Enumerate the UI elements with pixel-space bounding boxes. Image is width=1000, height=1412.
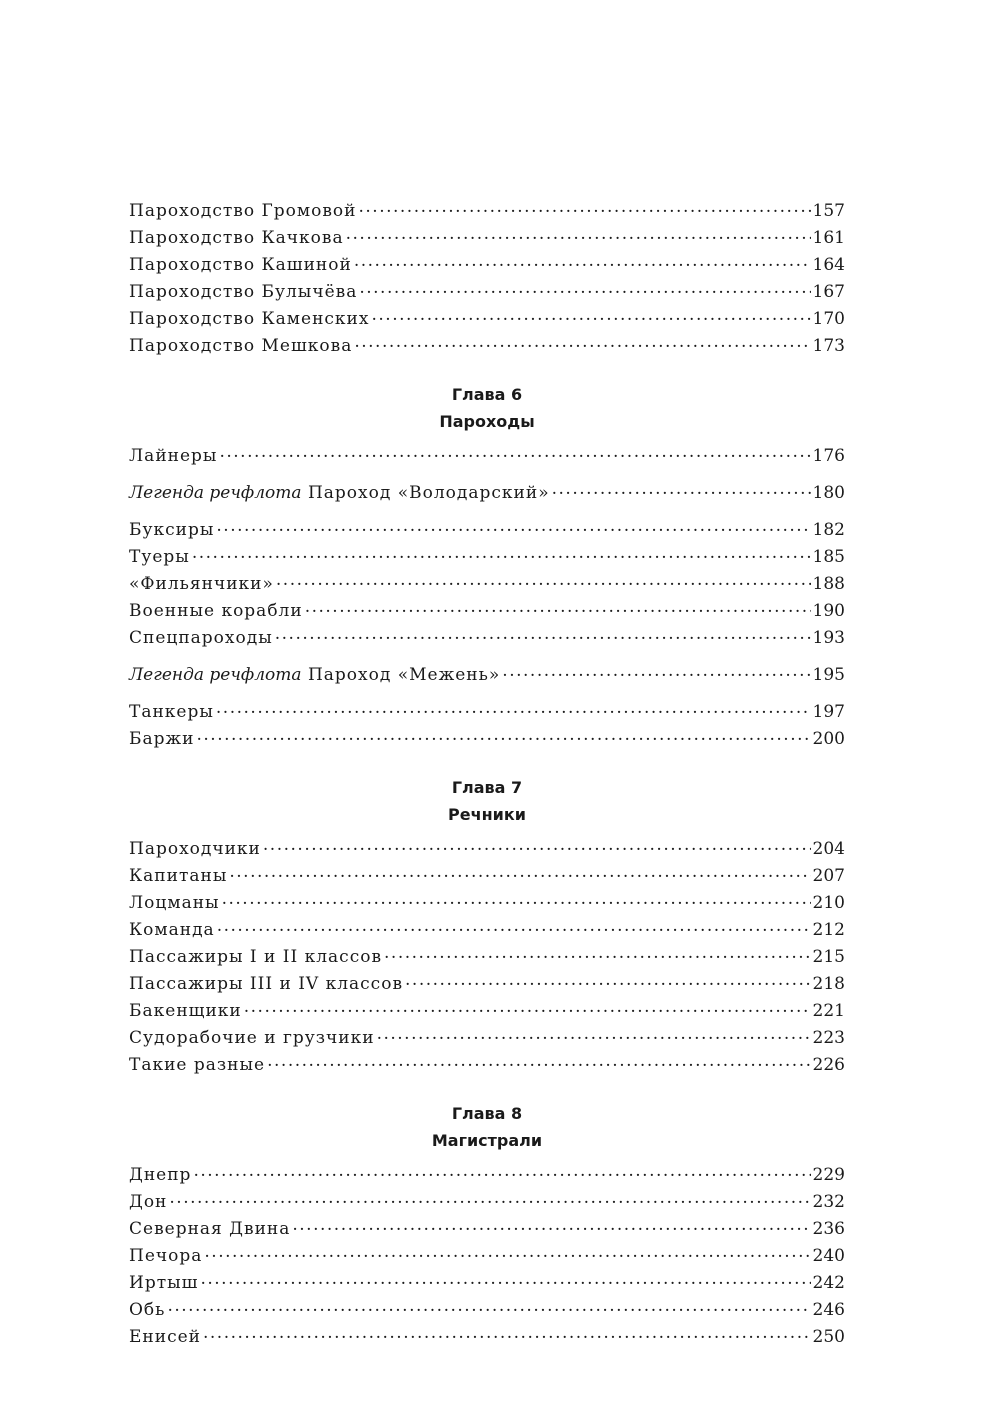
- entry-title: Пароходство Качкова: [129, 228, 344, 248]
- entry-page: 240: [812, 1246, 845, 1266]
- entry-page: 218: [812, 974, 845, 994]
- leader-dots: [196, 722, 810, 749]
- toc-section: [129, 1100, 845, 1351]
- entry-page: 210: [812, 893, 845, 913]
- toc-entry: [129, 726, 845, 753]
- leader-dots: [244, 994, 811, 1021]
- entry-page: 226: [812, 1055, 845, 1075]
- chapter-heading: [129, 381, 845, 435]
- toc-entry: [129, 1052, 845, 1079]
- leader-dots: [192, 540, 811, 567]
- leader-dots: [203, 1320, 811, 1347]
- leader-dots: [275, 621, 811, 648]
- entry-title: Буксиры: [129, 520, 215, 540]
- entry-title: Команда: [129, 920, 215, 940]
- chapter-number: Глава 8: [451, 1104, 523, 1123]
- leader-dots: [229, 859, 810, 886]
- entry-title: Печора: [129, 1246, 203, 1266]
- entry-page: 193: [812, 628, 845, 648]
- entry-title: Капитаны: [129, 866, 228, 886]
- entry-page: 176: [812, 446, 845, 466]
- entry-title: Пароходство Каменских: [129, 309, 370, 329]
- entry-title: Иртыш: [129, 1273, 199, 1293]
- toc-entry: [129, 443, 845, 470]
- entry-title: Северная Двина: [129, 1219, 291, 1239]
- leader-dots: [371, 302, 810, 329]
- entry-page: 157: [812, 201, 845, 221]
- entry-page: 212: [812, 920, 845, 940]
- leader-dots: [222, 886, 811, 913]
- leader-dots: [169, 1185, 810, 1212]
- chapter-heading: [129, 1100, 845, 1154]
- leader-dots: [305, 594, 811, 621]
- entry-page: 161: [812, 228, 845, 248]
- entry-title: Пароходство Громовой: [129, 201, 357, 221]
- leader-dots: [359, 275, 810, 302]
- leader-dots: [167, 1293, 810, 1320]
- entry-page: 232: [812, 1192, 845, 1212]
- chapter-name: Речники: [448, 805, 526, 824]
- entry-page: 250: [812, 1327, 845, 1347]
- entry-page: 200: [812, 729, 845, 749]
- leader-dots: [216, 695, 811, 722]
- entry-title: Лоцманы: [129, 893, 220, 913]
- entry-title: Пароходство Кашиной: [129, 255, 352, 275]
- entry-title: Спецпароходы: [129, 628, 273, 648]
- chapter-number: Глава 6: [451, 385, 523, 404]
- chapter-heading: [129, 774, 845, 828]
- leader-dots: [200, 1266, 810, 1293]
- chapter-name: Пароходы: [439, 412, 535, 431]
- entry-title: Военные корабли: [129, 601, 303, 621]
- leader-dots: [346, 221, 811, 248]
- leader-dots: [292, 1212, 810, 1239]
- entry-page: 246: [812, 1300, 845, 1320]
- leader-dots: [193, 1158, 810, 1185]
- leader-dots: [354, 248, 811, 275]
- toc-entry: [129, 333, 845, 360]
- entry-page: 215: [812, 947, 845, 967]
- entry-title: Пароходство Булычёва: [129, 282, 358, 302]
- entry-page: 242: [812, 1273, 845, 1293]
- entry-title: Бакенщики: [129, 1001, 242, 1021]
- entry-title: Пароход «Володарский»: [307, 483, 550, 503]
- toc-section: [129, 198, 845, 360]
- leader-dots: [267, 1048, 810, 1075]
- toc-entry-legend: [129, 662, 845, 689]
- entry-title: Баржи: [129, 729, 195, 749]
- entry-title: Туеры: [129, 547, 190, 567]
- entry-title: Судорабочие и грузчики: [129, 1028, 375, 1048]
- entry-title: Лайнеры: [129, 446, 218, 466]
- chapter-number: Глава 7: [451, 778, 523, 797]
- entry-page: 170: [812, 309, 845, 329]
- entry-title: Обь: [129, 1300, 166, 1320]
- table-of-contents: [129, 198, 845, 1351]
- leader-dots: [358, 194, 810, 221]
- entry-page: 197: [812, 702, 845, 722]
- entry-page: 167: [812, 282, 845, 302]
- entry-title: Пароход «Межень»: [307, 665, 501, 685]
- legend-label: Легенда речфлота: [129, 665, 302, 685]
- entry-title: Дон: [129, 1192, 168, 1212]
- toc-section: [129, 381, 845, 753]
- toc-entry-legend: [129, 480, 845, 507]
- entry-title: «Фильянчики»: [129, 574, 274, 594]
- leader-dots: [204, 1239, 810, 1266]
- leader-dots: [217, 913, 811, 940]
- leader-dots: [216, 513, 810, 540]
- entry-page: 223: [812, 1028, 845, 1048]
- entry-title: Енисей: [129, 1327, 201, 1347]
- entry-title: Пассажиры I и II классов: [129, 947, 383, 967]
- entry-page: 185: [812, 547, 845, 567]
- leader-dots: [405, 967, 811, 994]
- toc-entry: [129, 1324, 845, 1351]
- toc-entry: [129, 625, 845, 652]
- entry-title: Пароходство Мешкова: [129, 336, 353, 356]
- entry-title: Такие разные: [129, 1055, 266, 1075]
- leader-dots: [502, 658, 810, 685]
- entry-page: 195: [812, 665, 845, 685]
- leader-dots: [276, 567, 811, 594]
- entry-page: 236: [812, 1219, 845, 1239]
- entry-title: Танкеры: [129, 702, 214, 722]
- toc-section: [129, 774, 845, 1079]
- entry-page: 173: [812, 336, 845, 356]
- legend-label: Легенда речфлота: [129, 483, 302, 503]
- entry-page: 207: [812, 866, 845, 886]
- entry-title: Днепр: [129, 1165, 192, 1185]
- chapter-name: Магистрали: [431, 1131, 543, 1150]
- entry-page: 164: [812, 255, 845, 275]
- leader-dots: [377, 1021, 811, 1048]
- entry-title: Пароходчики: [129, 839, 261, 859]
- entry-page: 190: [812, 601, 845, 621]
- entry-page: 180: [812, 483, 845, 503]
- entry-title: Пассажиры III и IV классов: [129, 974, 404, 994]
- entry-page: 204: [812, 839, 845, 859]
- leader-dots: [552, 476, 811, 503]
- leader-dots: [384, 940, 811, 967]
- leader-dots: [219, 439, 810, 466]
- entry-page: 221: [812, 1001, 845, 1021]
- entry-page: 182: [812, 520, 845, 540]
- leader-dots: [354, 329, 810, 356]
- leader-dots: [263, 832, 811, 859]
- entry-page: 229: [812, 1165, 845, 1185]
- entry-page: 188: [812, 574, 845, 594]
